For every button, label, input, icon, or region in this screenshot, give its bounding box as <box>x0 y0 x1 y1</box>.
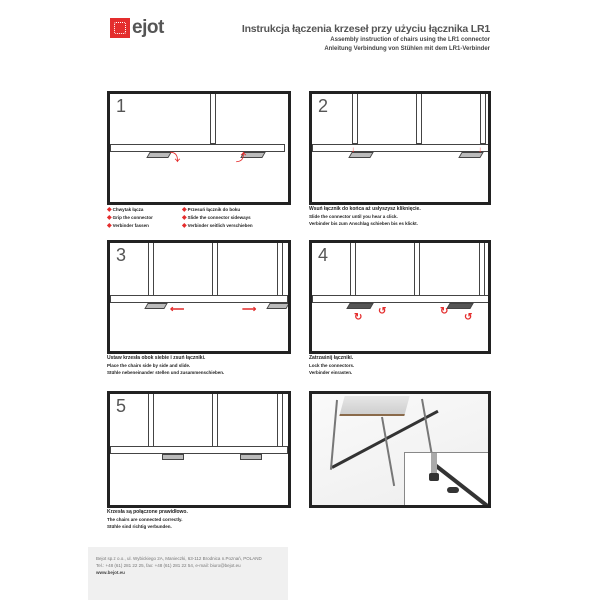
connector-right <box>446 303 473 309</box>
step-number: 2 <box>318 96 329 116</box>
chair-leg <box>479 241 485 297</box>
subtitle-en: Assembly instruction of chairs using the LR1 connector <box>330 37 490 43</box>
step-3-caption: Ustaw krzesła obok siebie i zsuń łączniki. Place the chairs side by side and slide. Stühle nebeneinander stellen und zusammenschieben. <box>107 355 225 375</box>
red-arrow-left-icon: ⟵ <box>170 304 185 315</box>
red-arrow-down-icon: ↓ <box>351 145 355 154</box>
connector-left <box>144 303 167 309</box>
red-rotate-arrow-icon: ↻ <box>354 312 363 323</box>
legend-row: ◆Grip the connector ◆Slide the connector sideways <box>107 215 251 221</box>
red-arrow-icon: ⤴ <box>236 153 246 164</box>
connector-clip <box>447 487 459 493</box>
connector-left <box>146 152 171 158</box>
red-marker-icon: ◆ <box>107 215 112 221</box>
chair-leg <box>352 92 358 144</box>
red-arrow-down-icon: ↓ <box>478 145 482 154</box>
red-arrow-icon: ⤵ <box>170 153 180 164</box>
step-number: 3 <box>116 245 127 265</box>
step-3-panel <box>107 240 291 354</box>
red-rotate-arrow-icon: ↺ <box>464 312 473 323</box>
bejot-logo <box>110 18 164 38</box>
company-contact: Tel.: +48 (61) 281 22 25, fax: +48 (61) 281 22 54, e-mail: biuro@bejot.eu <box>96 563 241 568</box>
step-1-panel <box>107 91 291 205</box>
chair-leg-photo <box>381 417 395 486</box>
connector-closeup-inset <box>404 452 491 508</box>
red-rotate-arrow-icon: ↺ <box>378 306 387 317</box>
footer <box>88 547 288 600</box>
chair-leg <box>212 392 218 448</box>
chair-leg <box>414 241 420 297</box>
chair-leg <box>210 92 216 144</box>
step-2-caption: Wsuń łącznik do końca aż usłyszysz kliknięcie. Slide the connector until you hear a click. Verbinder bis zum Anschlag schieben bis es klickt. <box>309 206 421 226</box>
red-rotate-arrow-icon: ↻ <box>440 306 449 317</box>
chair-leg <box>148 241 154 297</box>
chair-leg <box>480 92 486 144</box>
chair-leg <box>277 392 283 448</box>
step-1-legend <box>107 206 253 230</box>
company-website-link[interactable]: www.bejot.eu <box>96 570 125 575</box>
chair-rail <box>110 144 285 152</box>
chair-leg <box>350 241 356 297</box>
legend-row: ◆Chwytak łącza ◆Przesuń łącznik do boku <box>107 207 241 213</box>
chairs-photo <box>309 391 491 508</box>
logo-text: ejot <box>132 17 164 38</box>
chair-leg-closeup <box>431 453 437 475</box>
company-address: Bejot sp.z o.o., ul. Wybickiego 2A, Manieczki, 63-112 Brodnica n.Poznań, POLAND <box>96 556 262 561</box>
chair-leg <box>416 92 422 144</box>
red-arrow-right-icon: ⟶ <box>242 304 257 315</box>
document-header <box>242 22 490 54</box>
chair-leg-photo <box>421 399 433 458</box>
chair-rail <box>110 295 288 303</box>
step-4-caption: Zatrzaśnij łączniki. Lock the connectors. Verbinder einrasten. <box>309 355 355 375</box>
red-marker-icon: ◆ <box>182 223 187 229</box>
chair-rail <box>312 144 490 152</box>
connector-locked <box>240 454 262 460</box>
step-4-panel <box>309 240 491 354</box>
document-title: Instrukcja łączenia krzeseł przy użyciu łącznika LR1 <box>241 23 490 35</box>
connector-left <box>346 303 373 309</box>
step-number: 4 <box>318 245 329 265</box>
chair-leg <box>212 241 218 297</box>
step-2-panel <box>309 91 491 205</box>
legend-row: ◆Verbinder fassen ◆Verbinder seitlich verschieben <box>107 223 253 229</box>
step-number: 5 <box>116 396 127 416</box>
connector-right <box>266 303 289 309</box>
step-number: 1 <box>116 96 127 116</box>
connector-bar-closeup <box>434 463 491 508</box>
step-5-caption: Krzesła są połączone prawidłowo. The chairs are connected correctly. Stühle sind richtig verbunden. <box>107 509 188 529</box>
red-marker-icon: ◆ <box>107 223 112 229</box>
logo-mark-icon <box>110 18 130 38</box>
step-5-panel <box>107 391 291 508</box>
red-marker-icon: ◆ <box>182 207 187 213</box>
chair-seat <box>339 396 409 416</box>
subtitle-de: Anleitung Verbindung von Stühlen mit dem LR1-Verbinder <box>324 46 490 52</box>
chair-leg <box>148 392 154 448</box>
chair-leg <box>277 241 283 297</box>
red-marker-icon: ◆ <box>107 207 112 213</box>
leg-foot <box>429 473 439 481</box>
chair-leg-photo <box>330 400 338 470</box>
chair-rail <box>110 446 288 454</box>
red-marker-icon: ◆ <box>182 215 187 221</box>
chair-rail <box>312 295 490 303</box>
connector-locked <box>162 454 184 460</box>
